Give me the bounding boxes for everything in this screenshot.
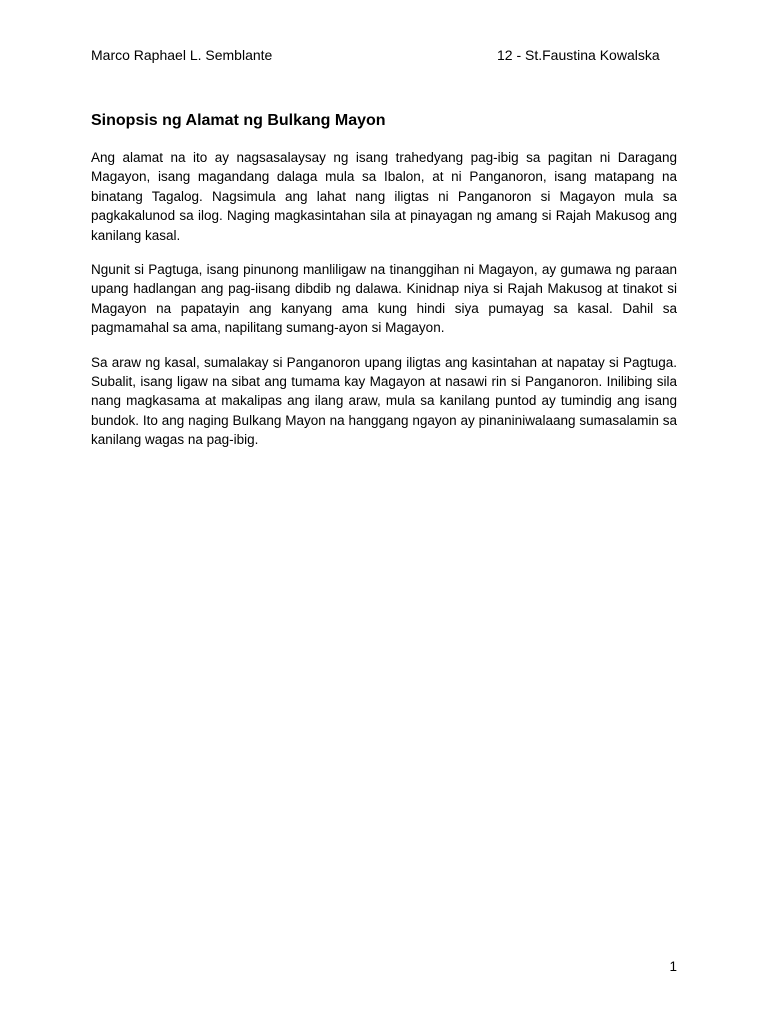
paragraph-2: Ngunit si Pagtuga, isang pinunong manliligaw na tinanggihan ni Magayon, ay gumawa ng paraan upang hadlangan ang pag-iisang dibdib ng dalawa. Kinidnap niya si Rajah Makusog at tinakot si Magayon na papatayin ang kanyang ama kung hindi siya pumayag sa kasal. Dahil sa pagmamahal sa ama, napilitang sumang-ayon si Magayon.: [91, 262, 677, 336]
paragraph-1: Ang alamat na ito ay nagsasalaysay ng isang trahedyang pag-ibig sa pagitan ni Daragang Magayon, isang magandang dalaga mula sa Ibalon, at ni Panganoron, isang matapang na binatang Tagalog. Nagsimula ang lahat nang iligtas ni Panganoron si Magayon mula sa pagkakalunod sa ilog. Naging magkasintahan sila at pinayagan ng amang si Rajah Makusog ang kanilang kasal.: [91, 150, 677, 243]
header-author: Marco Raphael L. Semblante: [91, 47, 273, 63]
page-number: 1: [669, 959, 677, 974]
paragraph-3: Sa araw ng kasal, sumalakay si Panganoron upang iligtas ang kasintahan at napatay si Pagtuga. Subalit, isang ligaw na sibat ang tumama kay Magayon at nasawi rin si Panganoron. Inilibing sila nang magkasama at makalipas ang ilang araw, mula sa kanilang puntod ay tumindig ang isang bundok. Ito ang naging Bulkang Mayon na hanggang ngayon ay pinaniniwalaang sumasalamin sa kanilang wagas na pag-ibig.: [91, 354, 677, 448]
document-title: Sinopsis ng Alamat ng Bulkang Mayon: [91, 112, 386, 129]
document-body: [91, 148, 677, 465]
header-section: 12 - St.Faustina Kowalska: [497, 47, 660, 63]
